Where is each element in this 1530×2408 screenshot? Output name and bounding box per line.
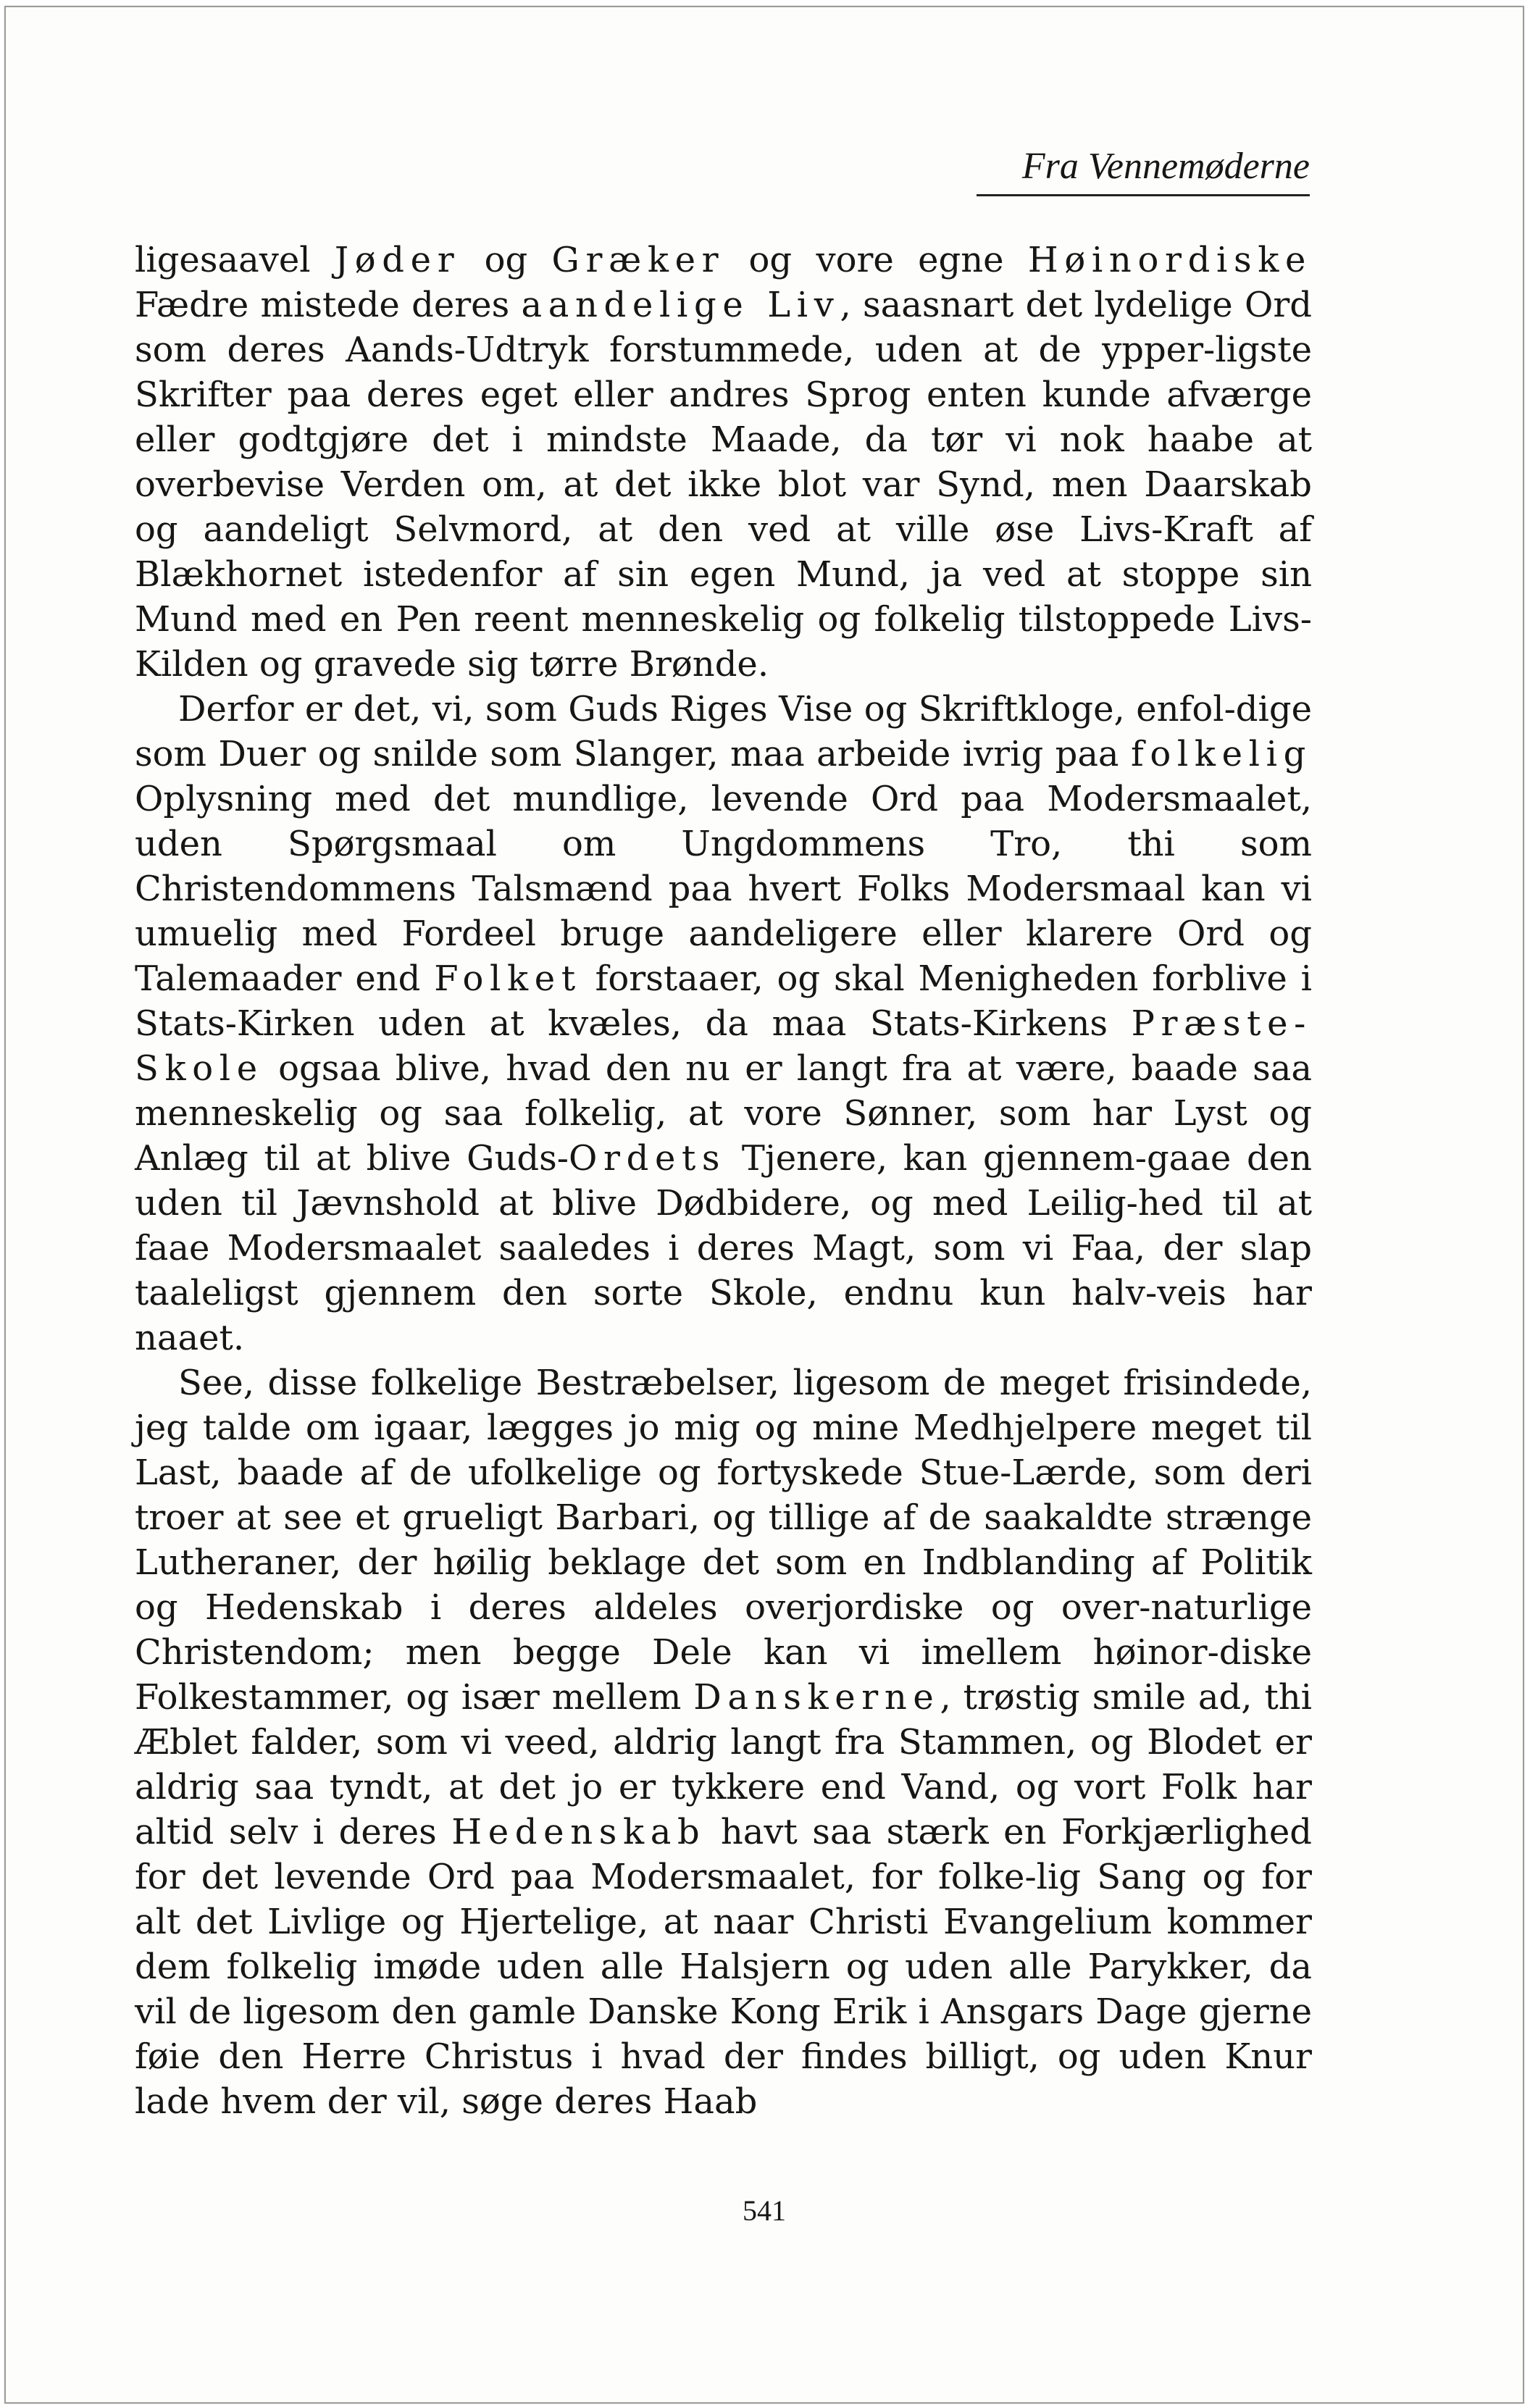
text-run: See, disse folkelige Bestræbelser, ligesom de meget frisindede, jeg talde om igaar, lægges jo mig og mine Medhjelpere meget til Last, baade af de ufolkelige og fortyskede Stue-Lærde, som deri troer at see et grueligt Barbari, og tillige af de saakaldte strænge Lutheraner, der høilig beklage det som en Indblanding af Politik og Hedenskab i deres aldeles overjordiske og over-naturlige Christendom; men begge Dele kan vi imellem høinor-diske Folkestammer, og især mellem — [135, 1363, 1312, 1718]
paragraph — [135, 1360, 1312, 2124]
text-run: Fædre mistede deres — [135, 285, 522, 325]
text-run: og vore egne — [724, 240, 1028, 280]
body-text — [135, 238, 1312, 2124]
spaced-emphasis-text: aandelige Liv — [521, 285, 840, 325]
spaced-emphasis-text: Græker — [551, 240, 725, 280]
spaced-emphasis-text: folkelig — [1130, 734, 1312, 774]
spaced-emphasis-text: Præste-Skole — [135, 1003, 1312, 1089]
text-run: Tjenere, kan gjennem-gaae den uden til Jævnshold at blive Dødbidere, og med Leilig-hed til at faae Modersmaalet saaledes i deres Magt, som vi Faa, der slap taaleligst gjennem den sorte Skole, endnu kun halv-veis har naaet. — [135, 1138, 1312, 1358]
paragraph — [135, 687, 1312, 1360]
text-run: ligesaavel — [135, 240, 335, 280]
text-run: forstaaer, og skal Menigheden forblive i Stats-Kirken uden at kvæles, da maa Stats-Kirkens — [135, 958, 1312, 1044]
spaced-emphasis-text: Høinordiske — [1027, 240, 1313, 280]
text-run: , saasnart det lydelige Ord som deres Aands-Udtryk forstummede, uden at de ypper-ligste Skrifter paa deres eget eller andres Sprog enten kunde afværge eller godtgjøre det i mindste Maade, da tør vi nok haabe at overbevise Verden om, at det ikke blot var Synd, men Daarskab og aandeligt Selvmord, at den ved at ville øse Livs-Kraft af Blækhornet istedenfor af sin egen Mund, ja ved at stoppe sin Mund med en Pen reent menneskelig og folkelig tilstoppede Livs-Kilden og gravede sig tørre Brønde. — [135, 285, 1312, 685]
text-run: Derfor er det, vi, som Guds Riges Vise og Skriftkloge, enfol-dige som Duer og snilde som Slanger, maa arbeide ivrig paa — [135, 689, 1312, 774]
page-number: 541 — [743, 2194, 786, 2227]
text-run: ogsaa blive, hvad den nu er langt fra at være, baade saa menneskelig og saa folkelig, at vore Sønner, som har Lyst og Anlæg til at blive Guds- — [135, 1048, 1312, 1179]
text-run: havt saa stærk en Forkjærlighed for det levende Ord paa Modersmaalet, for folke-lig Sang og for alt det Livlige og Hjertelige, at naar Christi Evangelium kommer dem folkelig imøde uden alle Halsjern og uden alle Parykker, da vil de ligesom den gamle Danske Kong Erik i Ansgars Dage gjerne føie den Herre Christus i hvad der findes billigt, og uden Knur lade hvem der vil, søge deres Haab — [135, 1812, 1313, 2122]
spaced-emphasis-text: Jøder — [334, 240, 461, 280]
book-page — [4, 6, 1524, 2404]
paragraph — [135, 238, 1312, 687]
running-head-title: Fra Vennemøderne — [977, 143, 1310, 196]
text-run: og — [460, 240, 552, 280]
text-run: , trøstig smile ad, thi Æblet falder, som vi veed, aldrig langt fra Stammen, og Blodet er aldrig saa tyndt, at det jo er tykkere end Vand, og vort Folk har altid selv i deres — [135, 1677, 1312, 1852]
spaced-emphasis-text: Folket — [434, 958, 582, 999]
spaced-emphasis-text: Danskerne — [693, 1677, 940, 1718]
spaced-emphasis-text: Ordets — [569, 1138, 727, 1179]
text-run: Oplysning med det mundlige, levende Ord paa Modersmaalet, uden Spørgsmaal om Ungdommens Tro, thi som Christendommens Talsmænd paa hvert Folks Modersmaal kan vi umuelig med Fordeel bruge aandeligere eller klarere Ord og Talemaader end — [135, 779, 1312, 999]
spaced-emphasis-text: Hedenskab — [451, 1812, 706, 1852]
